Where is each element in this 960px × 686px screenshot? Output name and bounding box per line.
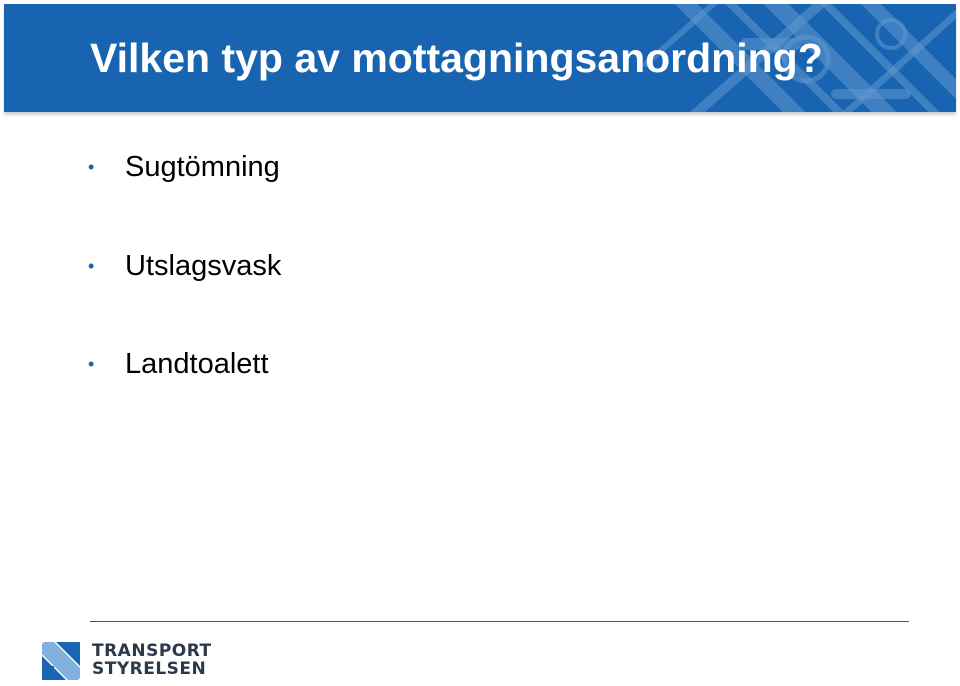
logo-line-transport: TRANSPORT <box>92 641 212 661</box>
transportstyrelsen-logo <box>42 642 222 682</box>
bullet-label: Utslagsvask <box>125 250 282 282</box>
bullet-item-sugtomning <box>88 147 688 187</box>
bullet-item-utslagsvask <box>88 246 688 286</box>
logo-line-styrelsen: STYRELSEN <box>92 659 207 679</box>
slide-title: Vilken typ av mottagningsanordning? <box>90 35 823 81</box>
logo-wordmark <box>92 642 212 678</box>
bullet-label: Sugtömning <box>125 151 280 183</box>
bullet-icon: • <box>88 256 95 276</box>
bullet-icon: • <box>88 157 95 177</box>
bullet-icon: • <box>88 354 95 374</box>
bullet-item-landtoalett <box>88 344 688 384</box>
bullet-label: Landtoalett <box>125 348 269 380</box>
transportstyrelsen-logo-icon <box>42 642 80 680</box>
footer-divider <box>90 621 909 622</box>
title-bar <box>4 4 956 112</box>
